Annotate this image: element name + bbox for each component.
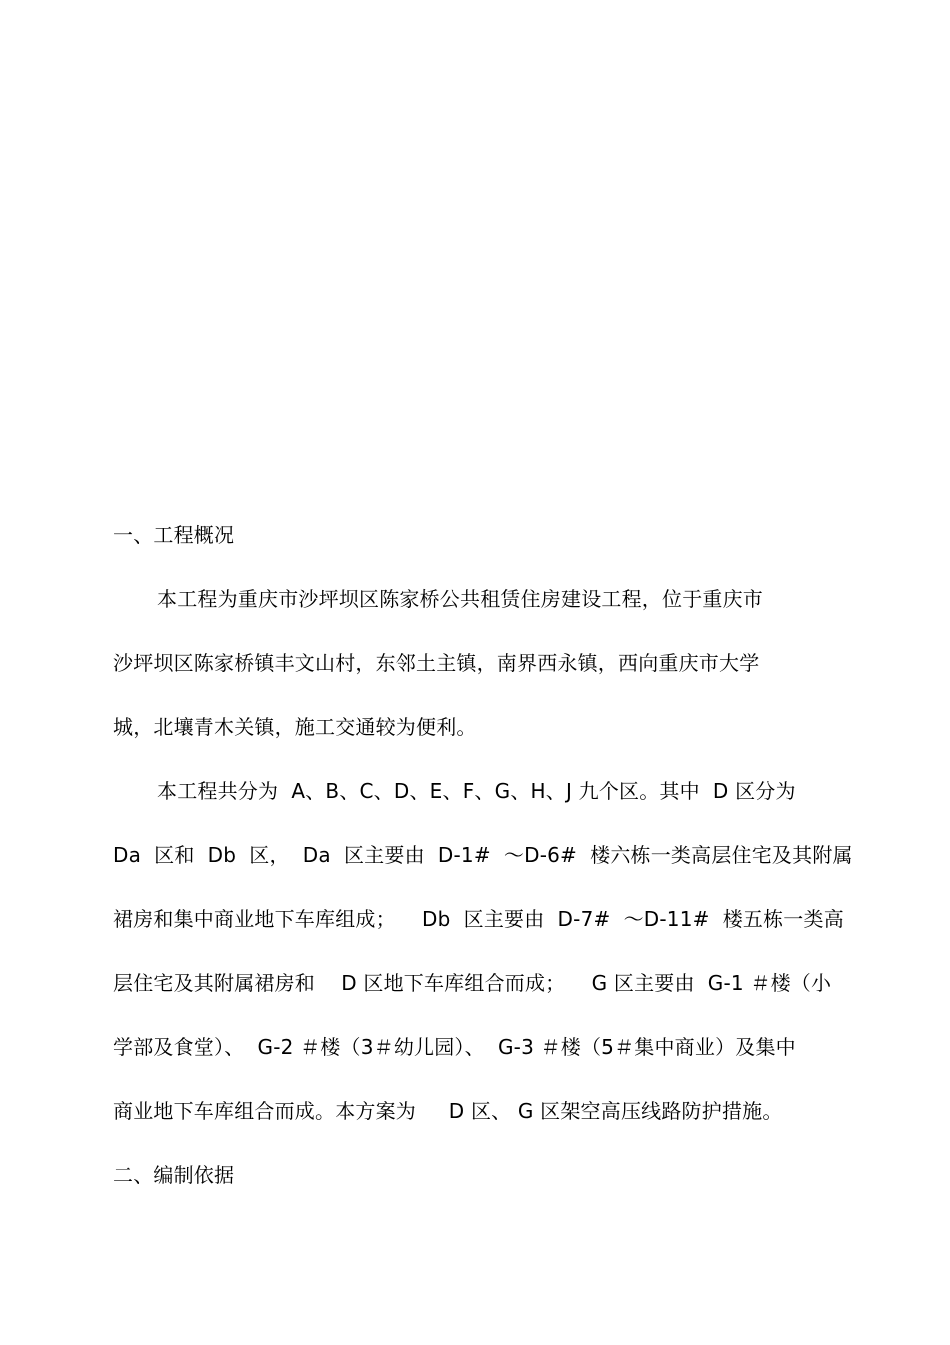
paragraph-line: Da 区和 Db 区， Da 区主要由 D-1# ～D-6# 楼六栋一类高层住宅及其附属	[113, 843, 853, 867]
section-heading-basis: 二、编制依据	[113, 1163, 235, 1187]
paragraph-line: 裙房和集中商业地下车库组成； Db 区主要由 D-7# ～D-11# 楼五栋一类高	[113, 907, 844, 931]
paragraph-line: 本工程共分为 A、B、C、D、E、F、G、H、J 九个区。其中 D 区分为	[157, 779, 796, 803]
paragraph-line: 商业地下车库组合而成。本方案为 D 区、 G 区架空高压线路防护措施。	[113, 1099, 783, 1123]
paragraph-line: 学部及食堂）、 G-2 ＃楼（3＃幼儿园）、 G-3 ＃楼（5＃集中商业）及集中	[113, 1035, 796, 1059]
section-heading-overview: 一、工程概况	[113, 523, 235, 547]
paragraph-line: 沙坪坝区陈家桥镇丰文山村，东邻土主镇，南界西永镇，西向重庆市大学	[113, 651, 760, 675]
paragraph-line: 城，北壤青木关镇，施工交通较为便利。	[113, 715, 477, 739]
paragraph-line: 层住宅及其附属裙房和 D 区地下车库组合而成； G 区主要由 G-1 ＃楼（小	[113, 971, 832, 995]
paragraph-line: 本工程为重庆市沙坪坝区陈家桥公共租赁住房建设工程，位于重庆市	[157, 587, 763, 611]
